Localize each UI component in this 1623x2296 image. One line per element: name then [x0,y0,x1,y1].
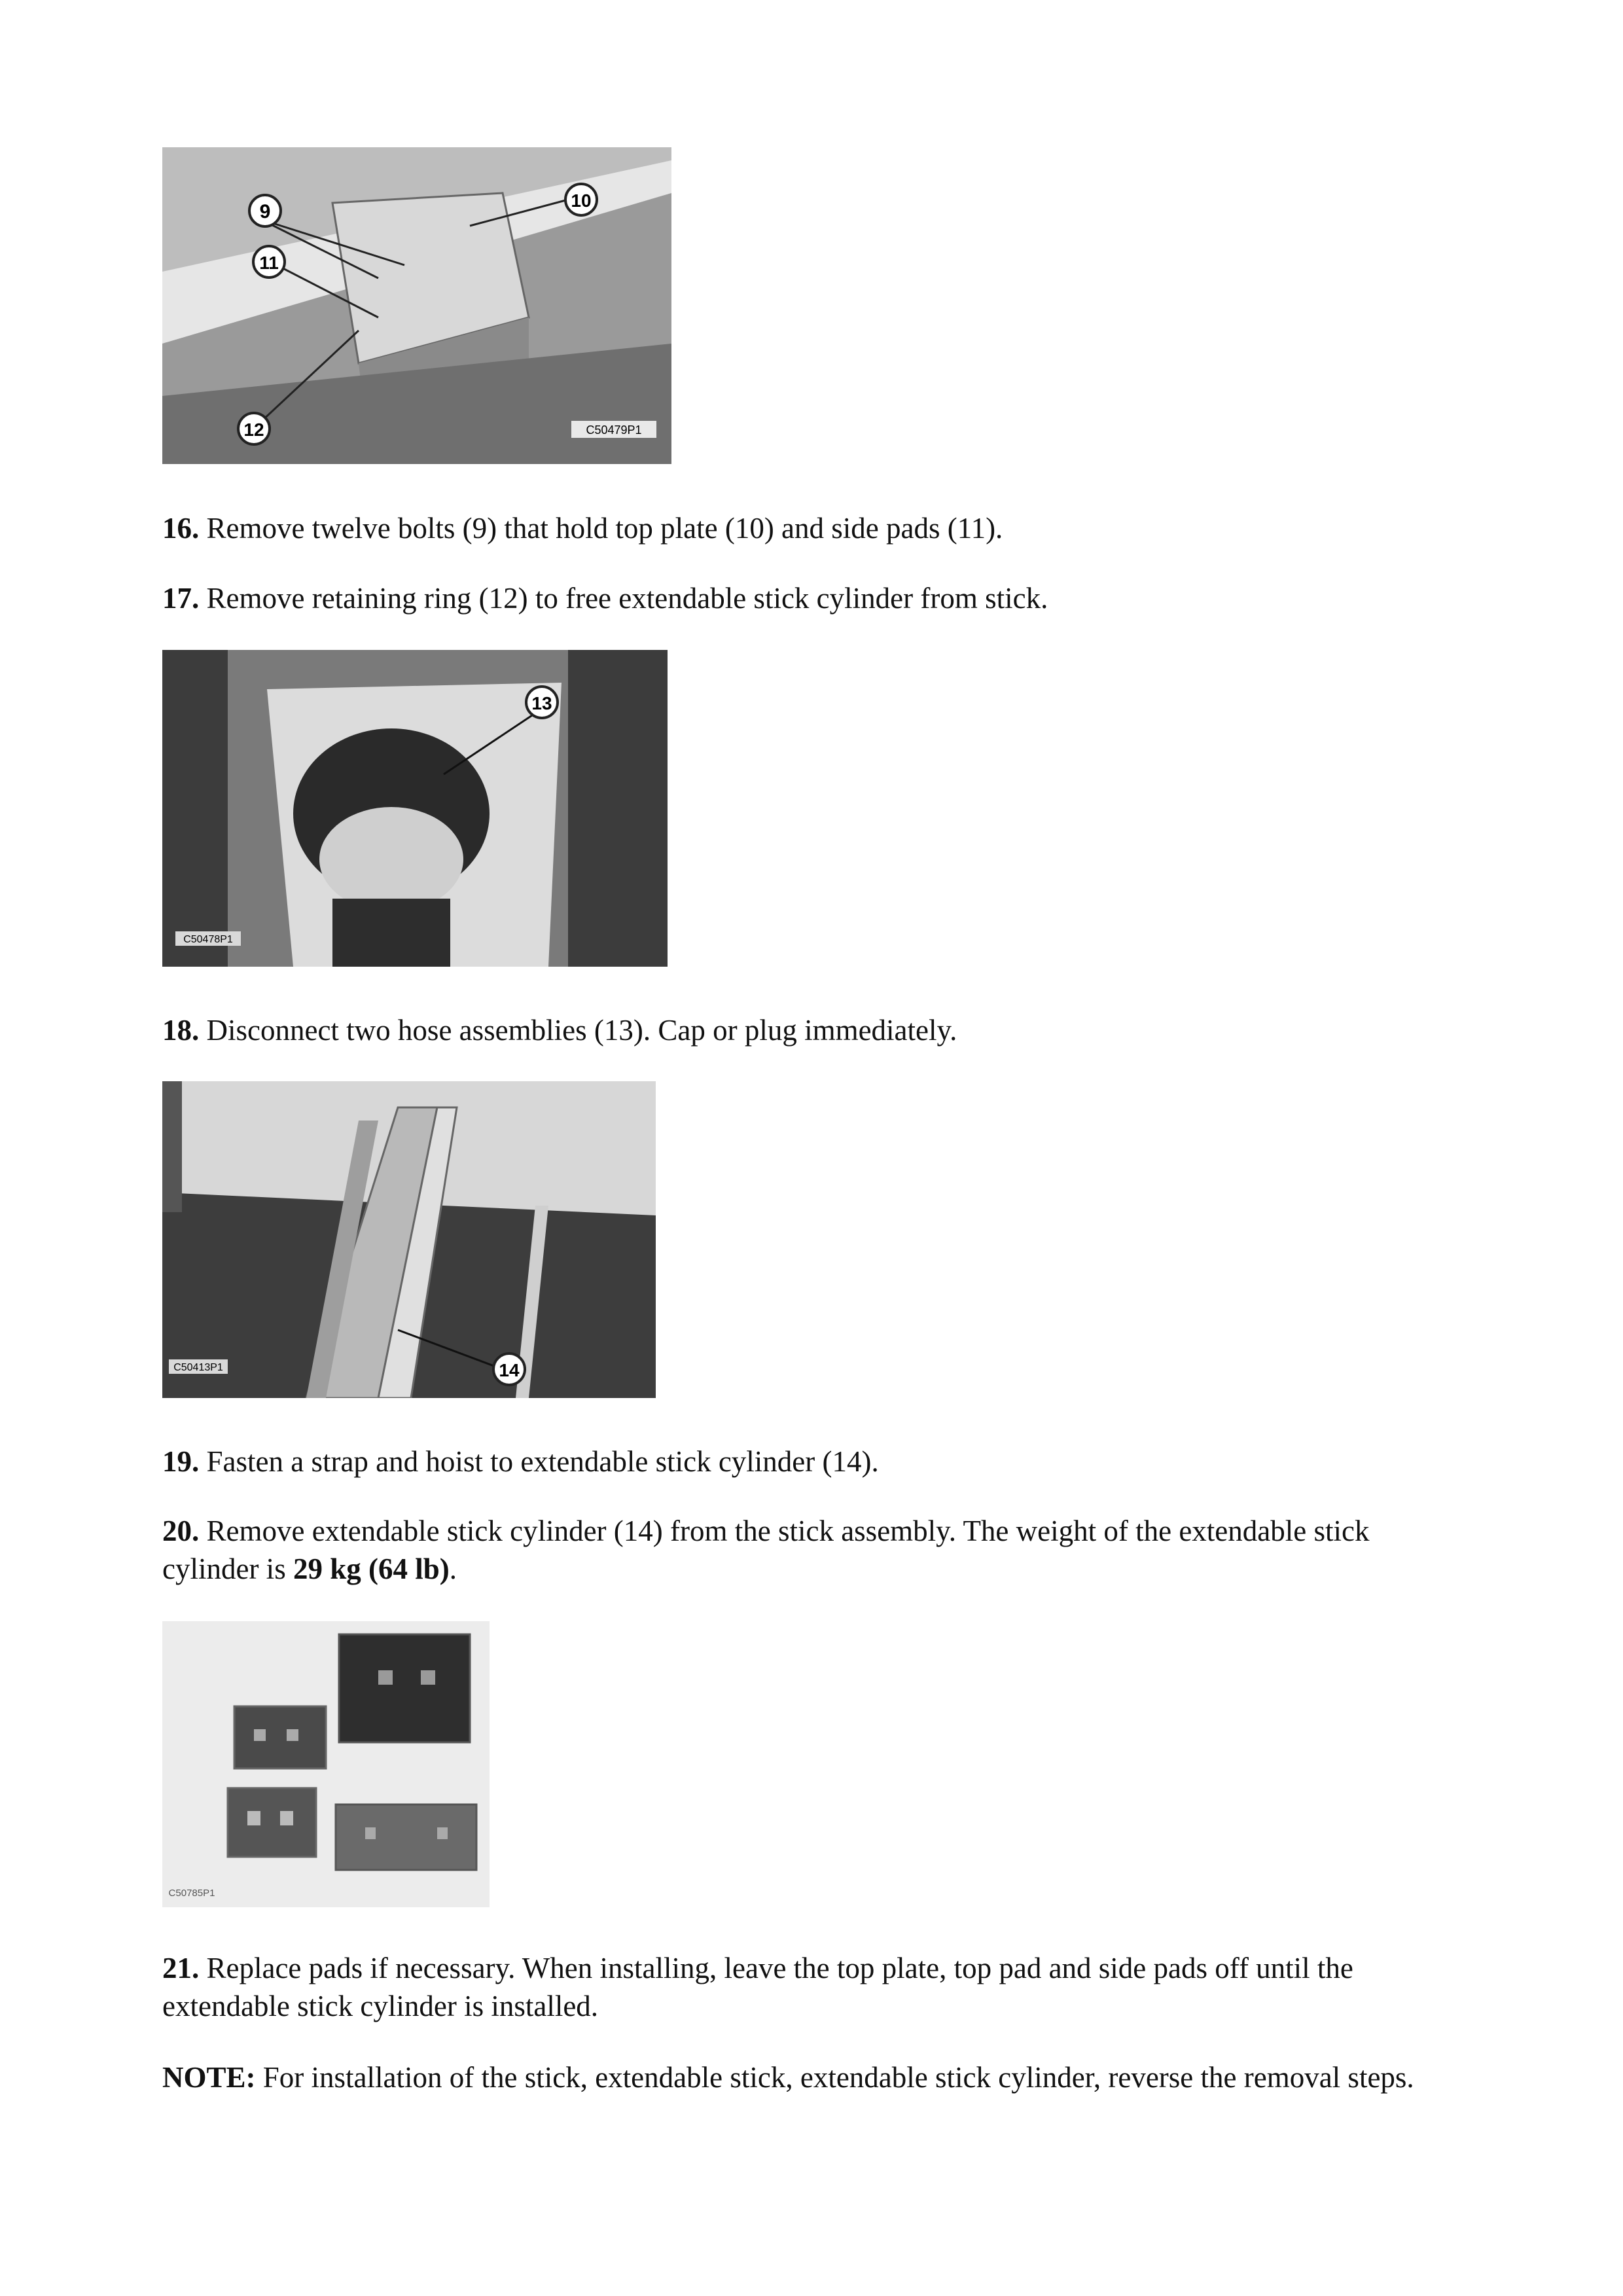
photo-hose-assemblies [162,650,668,967]
callout-9: 9 [259,201,271,223]
photo-top-plate-side-pads [162,147,671,464]
photo-pads [162,1621,490,1907]
note: NOTE: For installation of the stick, extendable stick, extendable stick cylinder, reverse the removal steps. [162,2061,1414,2094]
step-19: 19. Fasten a strap and hoist to extendable stick cylinder (14). [162,1445,879,1478]
callout-14: 14 [499,1360,520,1380]
figure-code: C50413P1 [173,1362,223,1373]
callout-10: 10 [571,190,592,211]
figure-code: C50479P1 [586,423,642,437]
cylinder-weight: 29 kg (64 lb) [293,1552,450,1585]
photo-extendable-stick-cylinder [162,1081,656,1398]
step-18: 18. Disconnect two hose assemblies (13). Cap or plug immediately. [162,1014,957,1047]
callout-12: 12 [243,420,264,440]
step-21: 21. Replace pads if necessary. When installing, leave the top plate, top pad and side pads off until the extendable stick cylinder is installed. [162,1952,1353,2022]
note-label: NOTE: [162,2061,256,2094]
step-20: 20. Remove extendable stick cylinder (14) from the stick assembly. The weight of the extendable stick cylinder is 29 kg (64 lb). [162,1515,1370,1585]
callout-13: 13 [531,693,552,713]
callout-11: 11 [259,253,279,273]
figure-code: C50478P1 [183,934,233,945]
step-17: 17. Remove retaining ring (12) to free extendable stick cylinder from stick. [162,582,1048,615]
figure-code: C50785P1 [168,1888,215,1899]
step-16: 16. Remove twelve bolts (9) that hold top plate (10) and side pads (11). [162,512,1003,545]
